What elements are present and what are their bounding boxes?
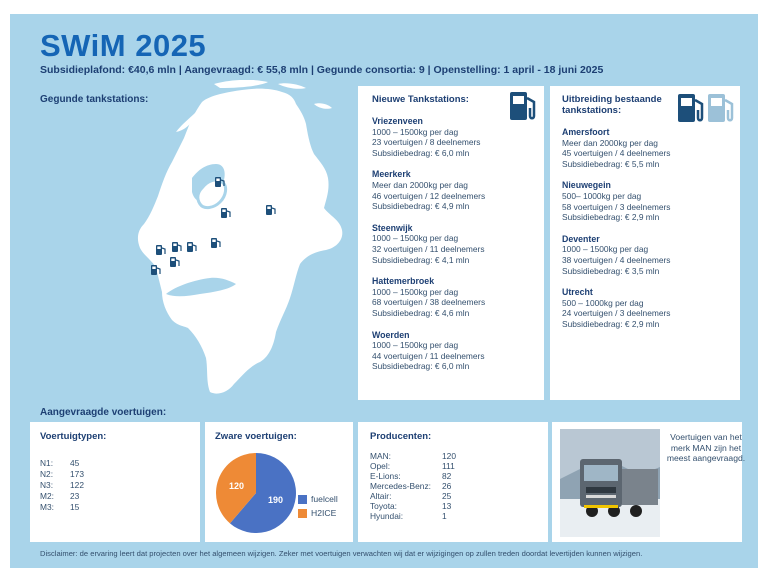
station-steenwijk [372, 223, 530, 265]
pie-chart [210, 450, 302, 536]
pie-data-label: 120 [228, 480, 245, 491]
disclaimer: Disclaimer: de ervaring leert dat projecten over het algemeen wijzigen. Zeker met voertuigen verwachten wij dat er wijzigingen op zullen treden doordat levertijden kunnen wijzigen. [40, 549, 643, 558]
pie-data-label: 190 [267, 495, 284, 506]
new-stations-title: Nieuwe Tankstations: [372, 94, 469, 105]
station-utrecht [562, 287, 728, 329]
station-vehicles: 24 voertuigen / 3 deelnemers [562, 308, 671, 319]
station-name: Utrecht [562, 287, 593, 298]
producers-list [370, 451, 536, 521]
map-pump-icon [150, 264, 162, 276]
station-subsidy: Subsidiebedrag: € 4,6 mln [372, 307, 470, 318]
legend-label: H2ICE [311, 508, 337, 518]
list-item [370, 451, 536, 461]
map-island [314, 103, 332, 109]
station-capacity: 1000 – 1500kg per dag [372, 126, 459, 137]
station-amersfoort [562, 127, 728, 169]
pump-icon [508, 90, 538, 122]
station-hattemerbroek [372, 276, 530, 318]
row-value: 173 [70, 469, 84, 479]
heavy-vehicles-title: Zware voertuigen: [215, 431, 297, 442]
row-value: 120 [442, 451, 456, 461]
row-value: 13 [442, 501, 452, 511]
vehicle-types-title: Voertuigtypen: [40, 431, 107, 442]
station-subsidy: Subsidiebedrag: € 6,0 mln [372, 361, 470, 372]
truck-caption: Voertuigen van het merk MAN zijn het meest aangevraagd. [666, 432, 746, 464]
expansion-card [550, 86, 740, 400]
station-capacity: 500 – 1000kg per dag [562, 297, 644, 308]
map-pump-icon [265, 204, 277, 216]
station-vehicles: 23 voertuigen / 8 deelnemers [372, 137, 481, 148]
map-pump-icon [169, 256, 181, 268]
legend-item-h2ice [298, 508, 338, 518]
station-capacity: 1000 – 1500kg per dag [372, 286, 459, 297]
list-item [370, 511, 536, 521]
expansion-title-line1: Uitbreiding bestaande [562, 94, 662, 105]
station-capacity: 500– 1000kg per dag [562, 190, 642, 201]
map-pump-icon [214, 176, 226, 188]
producers-title: Producenten: [370, 431, 432, 442]
row-value: 45 [70, 458, 80, 468]
map-island [214, 80, 268, 88]
pump-icon [676, 92, 706, 124]
station-woerden [372, 330, 530, 372]
frame-top [0, 0, 768, 14]
station-vriezenveen [372, 116, 530, 158]
row-value: 26 [442, 481, 452, 491]
list-item [370, 461, 536, 471]
row-key: N2: [40, 469, 54, 479]
list-item [370, 501, 536, 511]
list-item [40, 502, 190, 513]
subtitle: Subsidieplafond: €40,6 mln | Aangevraagd: € 55,8 mln | Gegunde consortia: 9 | Openstelling: 1 april - 18 juni 2025 [40, 64, 604, 76]
list-item [370, 481, 536, 491]
frame-bottom [0, 568, 768, 576]
row-key: Hyundai: [370, 511, 404, 521]
row-key: Opel: [370, 461, 391, 471]
row-value: 122 [70, 480, 84, 490]
station-vehicles: 44 voertuigen / 11 deelnemers [372, 350, 485, 361]
station-subsidy: Subsidiebedrag: € 4,1 mln [372, 254, 470, 265]
list-item [40, 469, 190, 480]
row-key: E-Lions: [370, 471, 401, 481]
station-name: Steenwijk [372, 222, 413, 233]
map-pump-icon [171, 241, 183, 253]
row-value: 23 [70, 491, 80, 501]
station-capacity: 1000 – 1500kg per dag [372, 233, 459, 244]
station-name: Hattemerbroek [372, 276, 435, 287]
station-name: Meerkerk [372, 169, 411, 180]
station-deventer [562, 234, 728, 276]
map-pump-icon [186, 241, 198, 253]
station-capacity: 1000 – 1500kg per dag [372, 340, 459, 351]
row-key: Mercedes-Benz: [370, 481, 431, 491]
station-meerkerk [372, 169, 530, 211]
row-key: Altair: [370, 491, 392, 501]
list-item [40, 491, 190, 502]
station-name: Vriezenveen [372, 116, 423, 126]
row-key: M3: [40, 502, 54, 512]
station-subsidy: Subsidiebedrag: € 5,5 mln [562, 158, 660, 169]
station-nieuwegein [562, 180, 728, 222]
row-value: 1 [442, 511, 447, 521]
list-item [370, 491, 536, 501]
station-vehicles: 58 voertuigen / 3 deelnemers [562, 201, 671, 212]
row-value: 111 [442, 461, 455, 471]
pump-icon-light [706, 92, 736, 124]
legend-swatch [298, 509, 307, 518]
new-stations-card [358, 86, 544, 400]
producers-card [358, 422, 548, 542]
station-vehicles: 32 voertuigen / 11 deelnemers [372, 243, 485, 254]
station-subsidy: Subsidiebedrag: € 2,9 mln [562, 318, 660, 329]
map-landmass [138, 89, 342, 394]
legend-item-fuelcell [298, 494, 338, 504]
map-label: Gegunde tankstations: [40, 94, 149, 105]
list-item [40, 480, 190, 491]
row-value: 15 [70, 502, 80, 512]
map-pump-icon [155, 244, 167, 256]
truck-photo [560, 429, 660, 537]
legend-swatch [298, 495, 307, 504]
row-key: N3: [40, 480, 54, 490]
list-item [40, 458, 190, 469]
legend-label: fuelcell [311, 494, 338, 504]
map-pump-icon [210, 237, 222, 249]
station-subsidy: Subsidiebedrag: € 2,9 mln [562, 212, 660, 223]
row-value: 82 [442, 471, 452, 481]
station-name: Woerden [372, 329, 410, 340]
station-capacity: 1000 – 1500kg per dag [562, 244, 649, 255]
list-item [370, 471, 536, 481]
station-vehicles: 45 voertuigen / 4 deelnemers [562, 148, 671, 159]
station-name: Amersfoort [562, 127, 610, 137]
page-title: SWiM 2025 [40, 28, 207, 63]
vehicle-types-card [30, 422, 200, 542]
station-name: Deventer [562, 233, 600, 244]
pie-legend [298, 494, 338, 522]
row-key: MAN: [370, 451, 391, 461]
station-vehicles: 38 voertuigen / 4 deelnemers [562, 254, 671, 265]
vehicles-label: Aangevraagde voertuigen: [40, 407, 167, 418]
row-key: M2: [40, 491, 54, 501]
row-key: N1: [40, 458, 54, 468]
frame-left [0, 0, 10, 576]
station-subsidy: Subsidiebedrag: € 6,0 mln [372, 147, 470, 158]
station-subsidy: Subsidiebedrag: € 3,5 mln [562, 265, 660, 276]
row-key: Toyota: [370, 501, 398, 511]
station-subsidy: Subsidiebedrag: € 4,9 mln [372, 201, 470, 212]
station-vehicles: 68 voertuigen / 38 deelnemers [372, 297, 486, 308]
station-vehicles: 46 voertuigen / 12 deelnemers [372, 190, 486, 201]
row-value: 25 [442, 491, 452, 501]
station-capacity: Meer dan 2000kg per dag [562, 137, 658, 148]
station-name: Nieuwegein [562, 180, 611, 191]
expansion-title-line2: tankstations: [562, 105, 622, 116]
station-capacity: Meer dan 2000kg per dag [372, 179, 468, 190]
vehicle-types-list [40, 458, 190, 513]
map-pump-icon [220, 207, 232, 219]
map-island [278, 83, 306, 89]
netherlands-map [110, 80, 350, 400]
frame-right [758, 0, 768, 576]
